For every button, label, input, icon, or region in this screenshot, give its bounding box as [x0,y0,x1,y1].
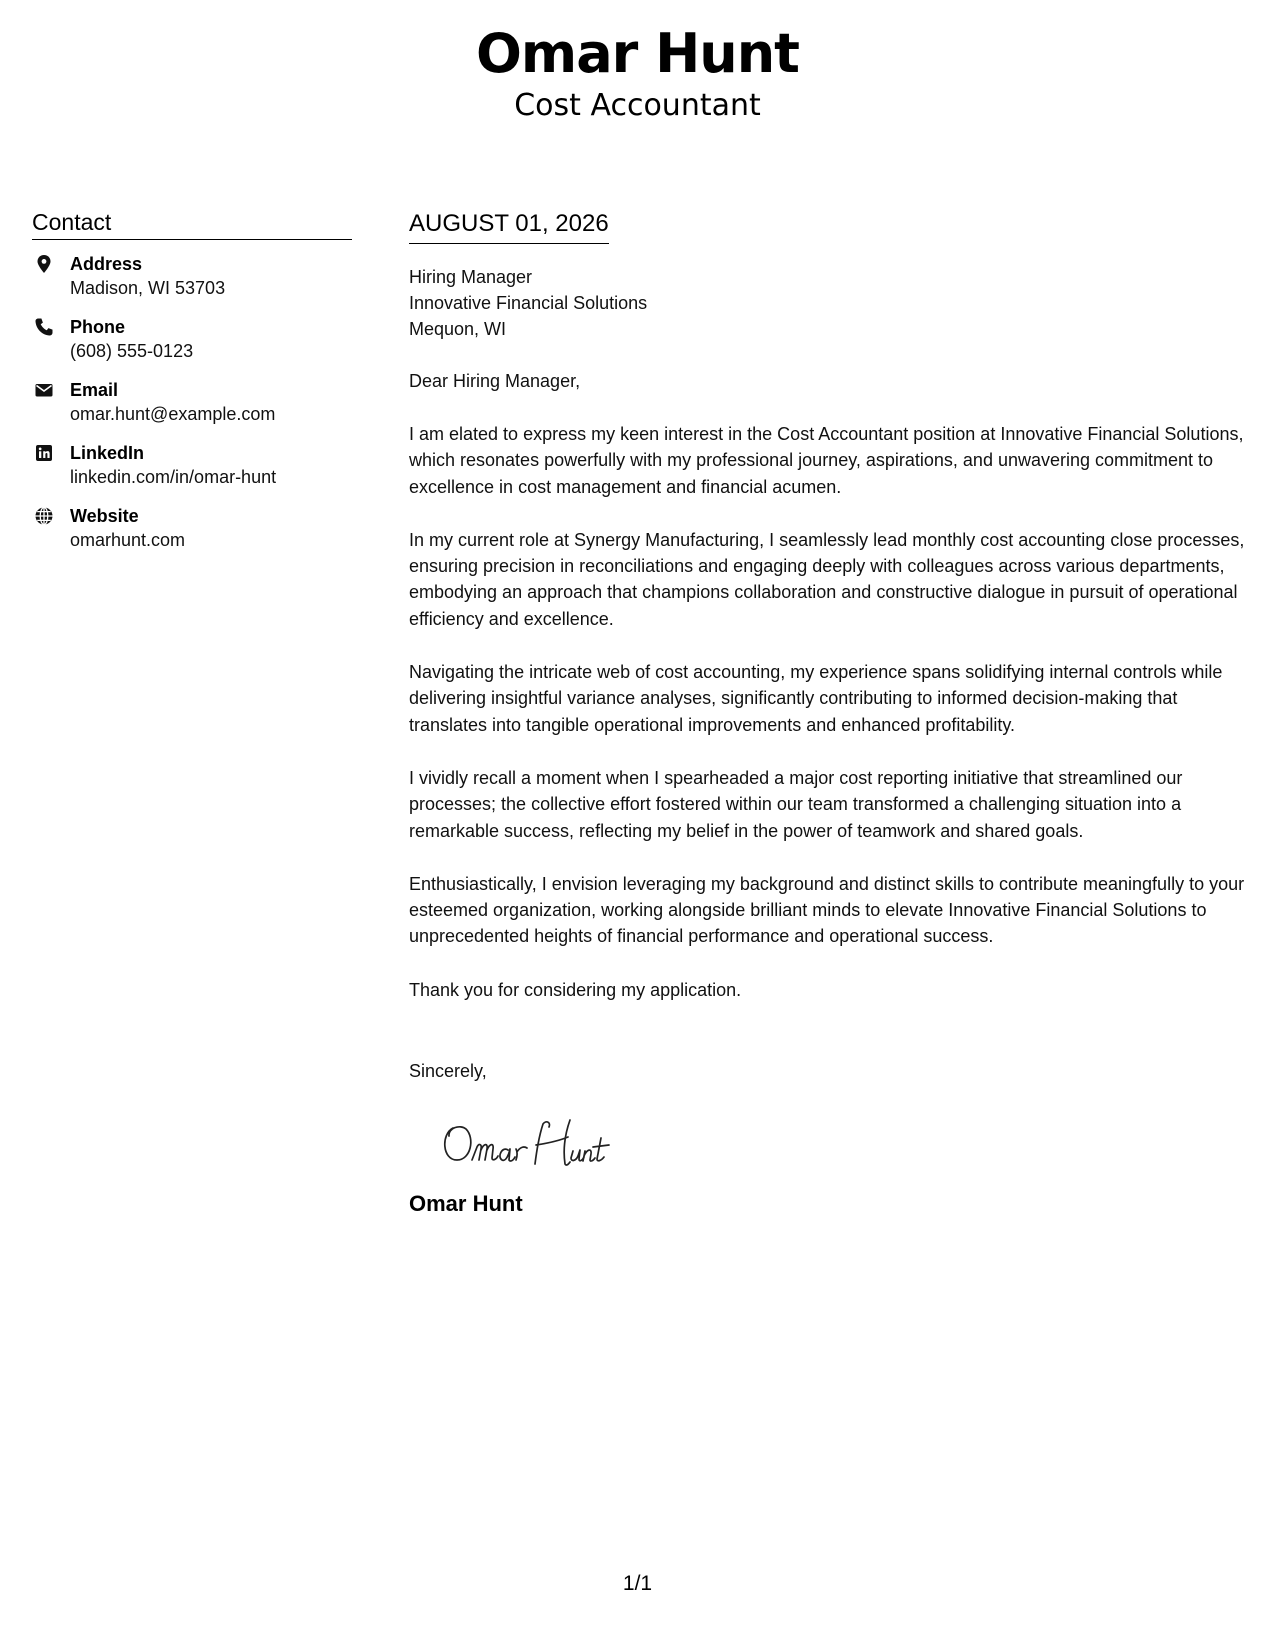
salutation: Dear Hiring Manager, [409,371,581,391]
body-paragraph: In my current role at Synergy Manufacturing, I seamlessly lead monthly cost accounting close processes, ensuring precision in reconciliations and engaging deeply with colleagues across various departments, embodying an approach that champions collaboration and constructive dialogue in pursuit of operational efficiency and excellence. [409,529,1245,629]
signer-name: Omar Hunt [409,1191,523,1217]
recipient-block [409,264,1249,342]
contact-heading: Contact [32,208,352,240]
letter-body [409,208,1249,1218]
phone-value[interactable]: (608) 555-0123 [70,341,194,361]
contact-label: LinkedIn [70,443,145,463]
linkedin-value[interactable]: linkedin.com/in/omar-hunt [70,467,277,487]
email-value[interactable]: omar.hunt@example.com [70,404,276,424]
website-value[interactable]: omarhunt.com [70,530,186,550]
letter-header [0,22,1275,126]
body-paragraph: Thank you for considering my application. [409,979,742,1000]
applicant-name: Omar Hunt [476,22,799,85]
phone-icon [34,317,54,337]
applicant-role: Cost Accountant [514,88,761,123]
handwritten-signature [439,1114,659,1172]
contact-item-phone [32,315,352,378]
contact-label: Website [70,506,139,526]
body-paragraph: I vividly recall a moment when I spearheaded a major cost reporting initiative that streamlined our processes; the collective effort fostered within our team transformed a challenging situation into a remarkable success, reflecting my belief in the power of teamwork and shared goals. [409,767,1183,841]
contact-label: Phone [70,317,126,337]
closing: Sincerely, [409,1061,487,1082]
recipient-title: Hiring Manager [409,267,533,287]
contact-item-address [32,252,352,315]
contact-item-linkedin [32,441,352,504]
linkedin-icon [34,443,54,463]
contact-label: Email [70,380,119,400]
letter-date: AUGUST 01, 2026 [409,208,609,244]
globe-icon [34,506,54,526]
recipient-location: Mequon, WI [409,319,507,339]
contact-item-email [32,378,352,441]
recipient-company: Innovative Financial Solutions [409,293,648,313]
map-pin-icon [34,254,54,274]
body-paragraph: I am elated to express my keen interest in the Cost Accountant position at Innovative Financial Solutions, which resonates powerfully with my professional journey, aspirations, and unwavering commitment to excellence in cost management and financial acumen. [409,424,1244,497]
page-number: 1/1 [622,1572,653,1595]
contact-sidebar [32,208,352,567]
contact-label: Address [70,254,143,274]
body-paragraph: Enthusiastically, I envision leveraging my background and distinct skills to contribute meaningfully to your esteemed organization, working alongside brilliant minds to elevate Innovative Financial Solutions to unprecedented heights of financial performance and operational success. [409,873,1245,947]
envelope-icon [34,380,54,400]
contact-item-website [32,504,352,567]
contact-list [32,252,352,567]
address-value: Madison, WI 53703 [70,278,226,298]
body-paragraph: Navigating the intricate web of cost accounting, my experience spans solidifying internal controls while delivering insightful variance analyses, significantly contributing to informed decision-making that translates into tangible operational improvements and enhanced profitability. [409,662,1223,735]
